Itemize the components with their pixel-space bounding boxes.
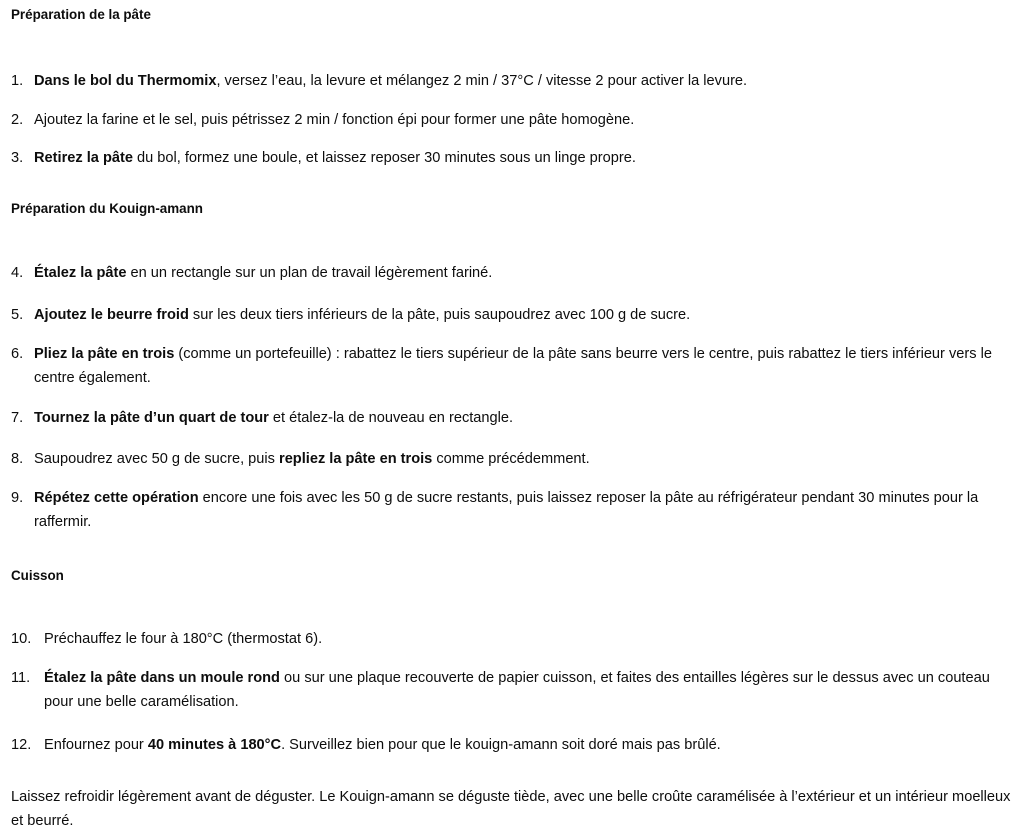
step-number: 10.	[11, 631, 32, 647]
step-bold: Étalez la pâte dans un moule rond	[44, 670, 280, 686]
step-text: Enfournez pour	[44, 737, 148, 753]
step-number: 12.	[11, 737, 32, 753]
list-item	[11, 303, 1019, 327]
list-item	[11, 627, 1019, 651]
step-text: Préchauffez le four à 180°C (thermostat 6).	[44, 631, 323, 647]
step-number: 1.	[11, 73, 24, 89]
step-bold: Retirez la pâte	[34, 150, 133, 166]
step-text: sur les deux tiers inférieurs de la pâte, puis saupoudrez avec 100 g de sucre.	[188, 307, 691, 323]
step-text: Saupoudrez avec 50 g de sucre, puis	[34, 451, 280, 467]
step-number: 5.	[11, 307, 24, 323]
step-text: comme précédemment.	[432, 451, 590, 467]
section-title-cuisson: Cuisson	[11, 568, 64, 583]
list-item	[11, 342, 1019, 390]
list-item	[11, 733, 1019, 757]
step-text: du bol, formez une boule, et laissez reposer 30 minutes sous un linge propre.	[132, 150, 636, 166]
step-number: 7.	[11, 410, 24, 426]
list-item	[11, 486, 1019, 534]
step-bold: 40 minutes à 180°C	[147, 737, 282, 753]
list-item	[11, 69, 1019, 93]
step-number: 3.	[11, 150, 24, 166]
closing-paragraph: Laissez refroidir légèrement avant de déguster. Le Kouign-amann se déguste tiède, avec une belle croûte caramélisée à l’extérieur et un intérieur moelleux et beurré.	[11, 789, 1011, 829]
step-text: en un rectangle sur un plan de travail légèrement fariné.	[126, 265, 493, 281]
step-bold: repliez la pâte en trois	[279, 451, 433, 467]
step-text: , versez l’eau, la levure et mélangez 2 min / 37°C / vitesse 2 pour activer la levure.	[216, 73, 748, 89]
list-item	[11, 146, 1019, 170]
list-item	[11, 261, 1019, 285]
step-number: 6.	[11, 346, 24, 362]
step-number: 11.	[11, 670, 31, 686]
step-bold: Étalez la pâte	[34, 265, 127, 281]
step-text: (comme un portefeuille) : rabattez le tiers supérieur de la pâte sans beurre vers le centre, puis rabattez le tiers inférieur vers le centre également.	[34, 346, 992, 386]
step-bold: Dans le bol du Thermomix	[34, 73, 217, 89]
list-item	[11, 666, 1019, 714]
step-text: Ajoutez la farine et le sel, puis pétrissez 2 min / fonction épi pour former une pâte homogène.	[34, 112, 635, 128]
list-item	[11, 447, 1019, 471]
step-number: 8.	[11, 451, 24, 467]
section-title-kouign-amann: Préparation du Kouign-amann	[11, 201, 203, 216]
step-bold: Pliez la pâte en trois	[34, 346, 175, 362]
step-bold: Tournez la pâte d’un quart de tour	[34, 410, 269, 426]
step-text: et étalez-la de nouveau en rectangle.	[268, 410, 514, 426]
list-item	[11, 108, 1019, 132]
step-number: 2.	[11, 112, 24, 128]
step-text: encore une fois avec les 50 g de sucre restants, puis laissez reposer la pâte au réfrigérateur pendant 30 minutes pour la raffermir.	[34, 490, 979, 530]
step-number: 4.	[11, 265, 24, 281]
section-title-pate: Préparation de la pâte	[11, 7, 151, 22]
step-bold: Ajoutez le beurre froid	[34, 307, 189, 323]
step-bold: Répétez cette opération	[34, 490, 199, 506]
step-text: . Surveillez bien pour que le kouign-amann soit doré mais pas brûlé.	[281, 737, 721, 753]
list-item	[11, 406, 1019, 430]
step-number: 9.	[11, 490, 24, 506]
step-text: ou sur une plaque recouverte de papier cuisson, et faites des entailles légères sur le dessus avec un couteau pour une belle caramélisation.	[44, 670, 990, 710]
